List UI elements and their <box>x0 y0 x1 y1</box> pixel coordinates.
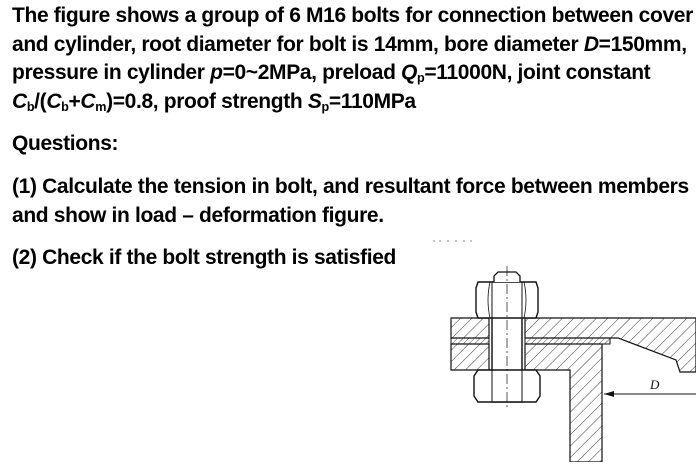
question-2: (2) Check if the bolt strength is satisfied <box>12 246 397 269</box>
bolt-joint-figure <box>418 236 696 462</box>
problem-line-4: $C_b/(C_b+C_m)=0.8$, proof strength $S_p=110MPa$ <box>12 89 416 114</box>
question-1-line-2: and show in load – deformation figure. <box>12 203 384 227</box>
dimension-d <box>604 377 696 397</box>
question-1-line-1: (1) Calculate the tension in bolt, and resultant force between members <box>12 175 689 198</box>
dotted-mark <box>433 240 472 242</box>
dimension-d-label: D <box>650 377 660 392</box>
problem-line-2: and cylinder, root diameter for bolt is 14mm, bore diameter D=150mm, <box>12 32 687 56</box>
cylinder-flange <box>451 344 602 462</box>
questions-heading: Questions: <box>12 132 119 155</box>
problem-line-3: pressure in cylinder p=0~2MPa, preload $Q_p=11000N$, joint constant <box>12 61 651 86</box>
problem-line-1: The figure shows a group of 6 M16 bolts for connection between cover <box>12 4 693 27</box>
problem-statement <box>12 2 694 116</box>
question-1 <box>12 173 694 230</box>
gasket <box>451 338 610 344</box>
